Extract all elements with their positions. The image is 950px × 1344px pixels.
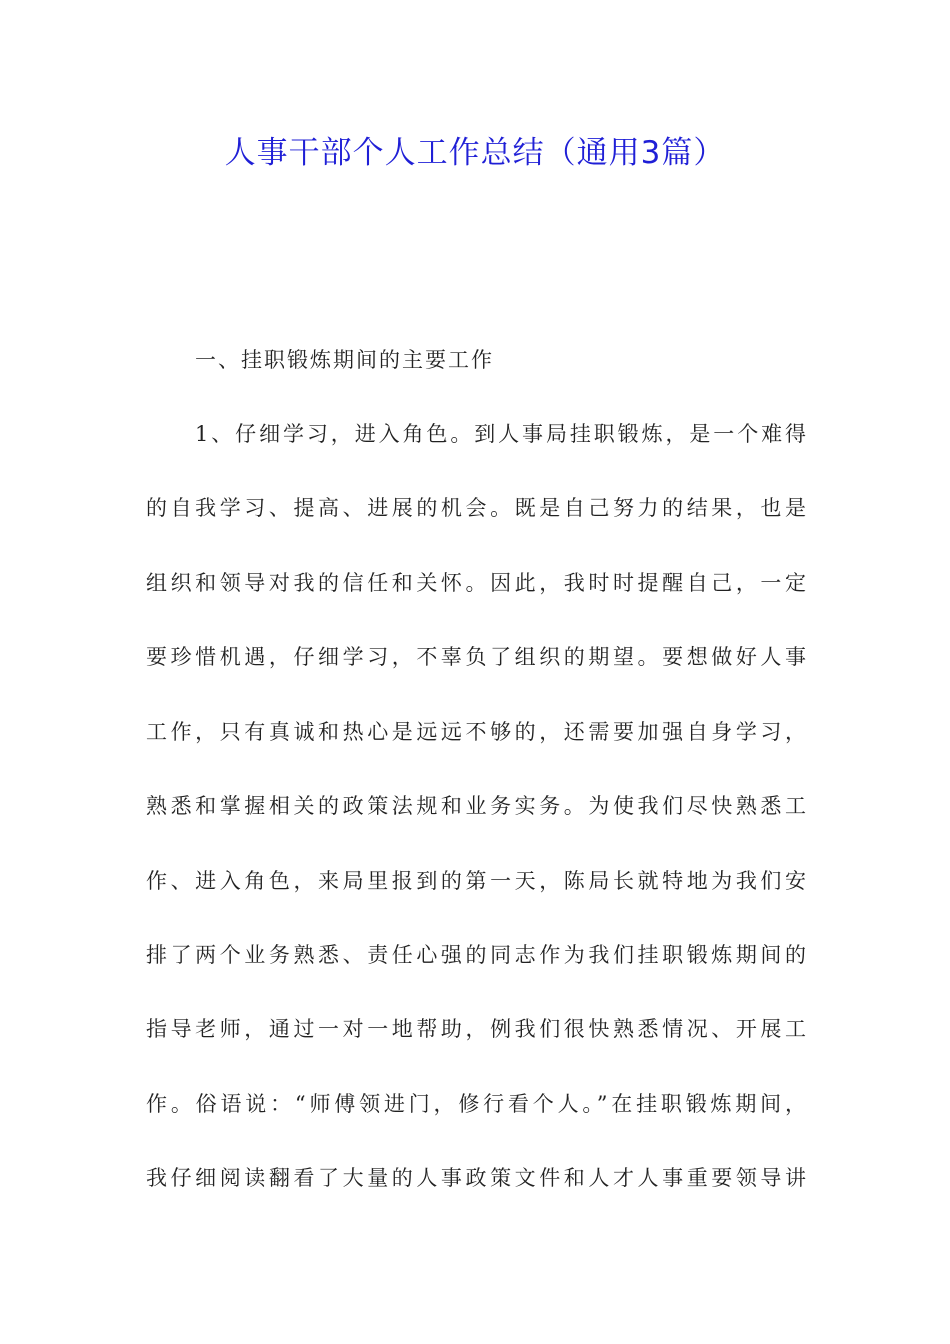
paragraph-line: 我仔细阅读翻看了大量的人事政策文件和人才人事重要领导讲: [146, 1166, 806, 1190]
paragraph-line: 工作，只有真诚和热心是远远不够的，还需要加强自身学习，: [146, 720, 806, 744]
paragraph-line: 要珍惜机遇，仔细学习，不辜负了组织的期望。要想做好人事: [146, 645, 806, 669]
paragraph-line: 作。俗语说：“师傅领进门，修行看个人。”在挂职锻炼期间，: [146, 1092, 806, 1116]
paragraph-line: 1、仔细学习，进入角色。到人事局挂职锻炼，是一个难得: [195, 422, 806, 446]
paragraph-line: 组织和领导对我的信任和关怀。因此，我时时提醒自己，一定: [146, 571, 806, 595]
paragraph-line: 排了两个业务熟悉、责任心强的同志作为我们挂职锻炼期间的: [146, 943, 806, 967]
paragraph-line: 指导老师，通过一对一地帮助，例我们很快熟悉情况、开展工: [146, 1017, 806, 1041]
paragraph-line: 作、进入角色，来局里报到的第一天，陈局长就特地为我们安: [146, 869, 806, 893]
section-heading: 一、挂职锻炼期间的主要工作: [195, 348, 494, 372]
paragraph-line: 的自我学习、提高、进展的机会。既是自己努力的结果，也是: [146, 496, 806, 520]
paragraph-line: 熟悉和掌握相关的政策法规和业务实务。为使我们尽快熟悉工: [146, 794, 806, 818]
document-title: 人事干部个人工作总结（通用3篇）: [224, 135, 726, 171]
